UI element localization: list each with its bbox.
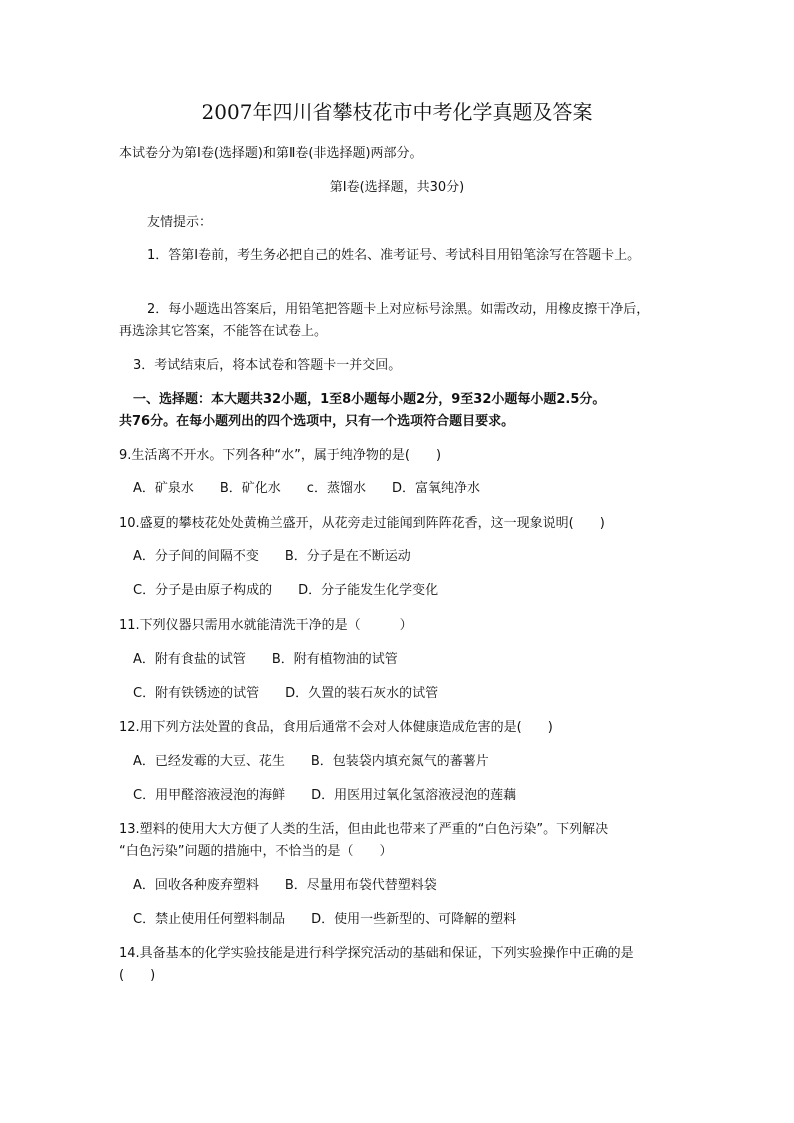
question-10-options-cd: C．分子是由原子构成的 D．分子能发生化学变化 <box>133 583 439 598</box>
page-title: 2007年四川省攀枝花市中考化学真题及答案 <box>201 100 593 124</box>
question-13-stem-continued: “白色污染”问题的措施中，不恰当的是（ ） <box>119 844 393 859</box>
section1-instructions-line2: 共76分。在每小题列出的四个选项中，只有一个选项符合题目要求。 <box>119 414 515 429</box>
tip-1: 1．答第Ⅰ卷前，考生务必把自己的姓名、准考证号、考试科目用铅笔涂写在答题卡上。 <box>147 248 641 263</box>
question-12-options-ab: A．已经发霉的大豆、花生 B．包装袋内填充氮气的蕃薯片 <box>133 754 489 769</box>
question-10-options-ab: A．分子间的间隔不变 B．分子是在不断运动 <box>133 549 411 564</box>
question-13-options-cd: C．禁止使用任何塑料制品 D．使用一些新型的、可降解的塑料 <box>133 912 517 927</box>
question-12-options-cd: C．用甲醛溶液浸泡的海鲜 D．用医用过氧化氢溶液浸泡的莲藕 <box>133 788 517 803</box>
part1-heading: 第Ⅰ卷(选择题，共30分) <box>329 180 465 195</box>
section1-instructions-line1: 一、选择题：本大题共32小题，1至8小题每小题2分，9至32小题每小题2.5分。 <box>133 392 606 407</box>
tip-2-continued: 再选涂其它答案，不能答在试卷上。 <box>119 324 328 339</box>
question-14-stem-continued: ( ) <box>119 968 156 983</box>
question-11-stem: 11.下列仪器只需用水就能清洗干净的是（ ） <box>119 618 413 633</box>
question-10-stem: 10.盛夏的攀枝花处处黄桷兰盛开，从花旁走过能闻到阵阵花香，这一现象说明( ) <box>119 516 605 531</box>
question-9-stem: 9.生活离不开水。下列各种“水”，属于纯净物的是( ) <box>119 448 442 463</box>
question-13-stem: 13.塑料的使用大大方便了人类的生活，但由此也带来了严重的“白色污染”。下列解决 <box>119 822 609 837</box>
question-14-stem: 14.具备基本的化学实验技能是进行科学探究活动的基础和保证，下列实验操作中正确的是 <box>119 946 634 961</box>
question-13-options-ab: A．回收各种废弃塑料 B．尽量用布袋代替塑料袋 <box>133 878 437 893</box>
tips-heading: 友情提示： <box>147 215 213 230</box>
intro-text: 本试卷分为第Ⅰ卷(选择题)和第Ⅱ卷(非选择题)两部分。 <box>119 146 423 161</box>
question-11-options-ab: A．附有食盐的试管 B．附有植物油的试管 <box>133 652 398 667</box>
tip-2: 2．每小题选出答案后，用铅笔把答题卡上对应标号涂黑。如需改动，用橡皮擦干净后， <box>147 302 650 317</box>
question-11-options-cd: C．附有铁锈迹的试管 D．久置的装石灰水的试管 <box>133 686 439 701</box>
question-12-stem: 12.用下列方法处置的食品，食用后通常不会对人体健康造成危害的是( ) <box>119 720 553 735</box>
question-9-options: A．矿泉水 B．矿化水 c．蒸馏水 D．富氧纯净水 <box>133 481 480 496</box>
tip-3: 3．考试结束后，将本试卷和答题卡一并交回。 <box>133 358 402 373</box>
